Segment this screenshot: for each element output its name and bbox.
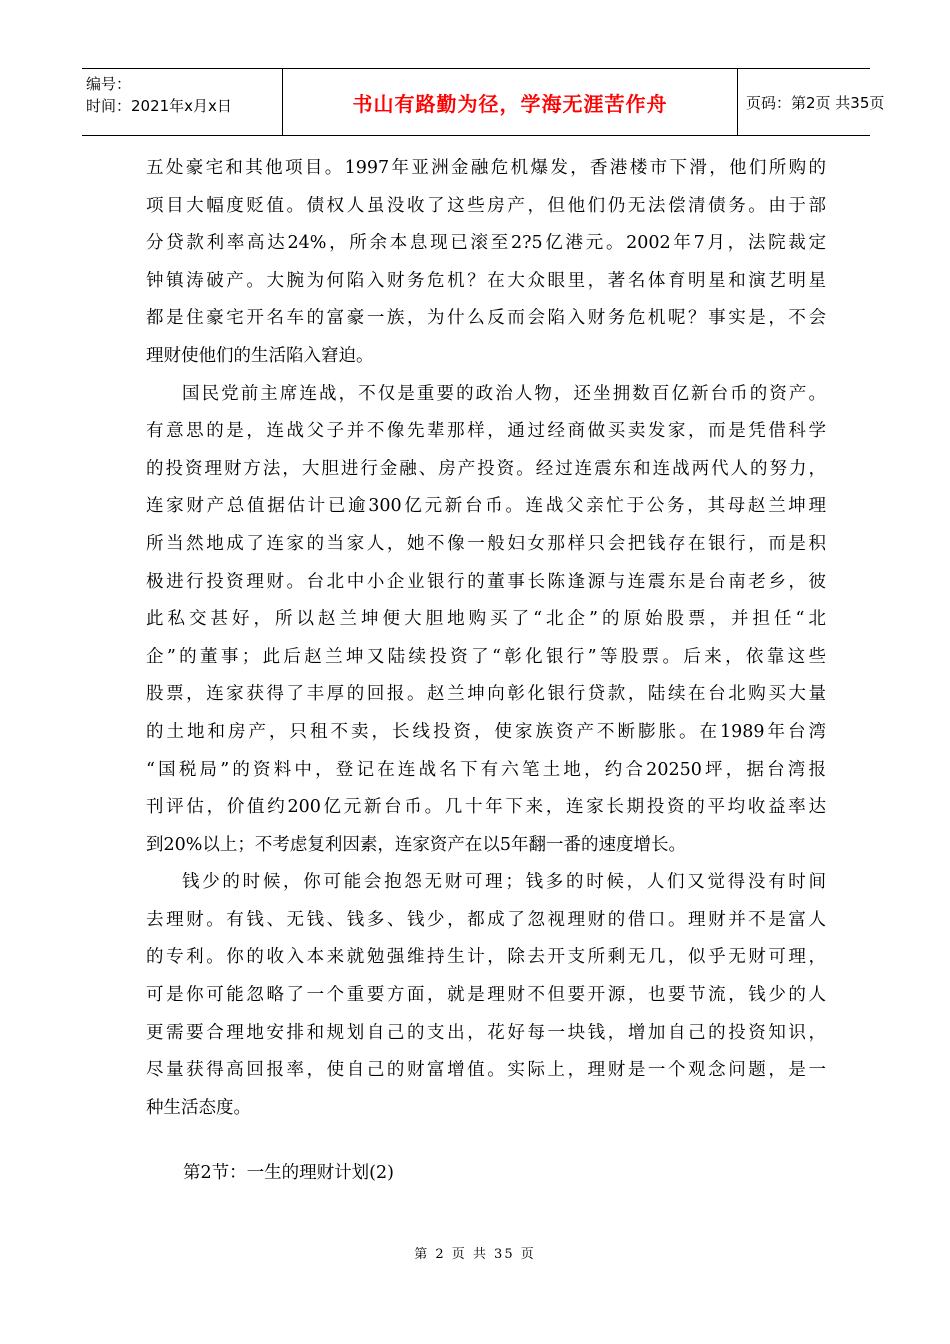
text-line: 种生活态度。 — [146, 1097, 251, 1118]
text-line: 此私交甚好，所以赵兰坤便大胆地购买了“北企”的原始股票，并担任“北 — [146, 609, 826, 630]
text-line: 都是住豪宅开名车的富豪一族，为什么反而会陷入财务危机呢？事实是，不会 — [146, 308, 826, 329]
text-line: 企”的董事；此后赵兰坤又陆续投资了“彰化银行”等股票。后来，依靠这些 — [146, 646, 826, 667]
header-motto-cell — [282, 69, 738, 135]
text-line: 所当然地成了连家的当家人，她不像一般妇女那样只会把钱存在银行，而是积 — [146, 533, 826, 554]
text-line: 钟镇涛破产。大腕为何陷入财务危机？在大众眼里，著名体育明星和演艺明星 — [146, 270, 826, 291]
text-line: 去理财。有钱、无钱、钱多、钱少，都成了忽视理财的借口。理财并不是富人 — [146, 909, 826, 930]
text-line: 分贷款利率高达24%，所余本息现已滚至2?5亿港元。2002年7月，法院裁定 — [146, 233, 826, 254]
text-line: 的投资理财方法，大胆进行金融、房产投资。经过连震东和连战两代人的努力， — [146, 458, 826, 479]
header-page-number: 页码：第2页 共35页 — [746, 93, 885, 112]
text-line: 更需要合理地安排和规划自己的支出，花好每一块钱，增加自己的投资知识， — [146, 1022, 826, 1043]
text-line: 国民党前主席连战，不仅是重要的政治人物，还坐拥数百亿新台币的资产。 — [182, 383, 826, 404]
text-line: 有意思的是，连战父子并不像先辈那样，通过经商做买卖发家，而是凭借科学 — [146, 421, 826, 442]
header-motto: 书山有路勤为径，学海无涯苦作舟 — [352, 91, 668, 116]
text-line: 五处豪宅和其他项目。1997年亚洲金融危机爆发，香港楼市下滑，他们所购的 — [146, 158, 826, 178]
text-line: 钱少的时候，你可能会抱怨无财可理；钱多的时候，人们又觉得没有时间 — [182, 872, 826, 893]
page-footer: 第 2 页 共 35 页 — [414, 1247, 536, 1262]
header-page-cell — [738, 69, 885, 135]
document-date: 时间：2021年x月x日 — [86, 97, 232, 115]
document-number: 编号： — [86, 75, 132, 93]
text-line: 的土地和房产，只租不卖，长线投资，使家族资产不断膨胀。在1989年台湾 — [146, 721, 826, 742]
text-line: 理财使他们的生活陷入窘迫。 — [146, 345, 374, 366]
text-line: 刊评估，价值约200亿元新台币。几十年下来，连家长期投资的平均收益率达 — [146, 797, 826, 818]
header-meta — [82, 69, 282, 135]
text-line: “国税局”的资料中，登记在连战名下有六笔土地，约合20250坪，据台湾报 — [146, 759, 826, 780]
text-line: 股票，连家获得了丰厚的回报。赵兰坤向彰化银行贷款，陆续在台北购买大量 — [146, 684, 826, 705]
text-line: 尽量获得高回报率，使自己的财富增值。实际上，理财是一个观念问题，是一 — [146, 1060, 826, 1081]
section-title: 第2节：一生的理财计划(2) — [183, 1163, 394, 1183]
text-line: 的专利。你的收入本来就勉强维持生计，除去开支所剩无几，似乎无财可理， — [146, 947, 826, 968]
text-line: 极进行投资理财。台北中小企业银行的董事长陈逢源与连震东是台南老乡，彼 — [146, 571, 826, 592]
document-body — [146, 150, 826, 1127]
text-line: 到20%以上；不考虑复利因素，连家资产在以5年翻一番的速度增长。 — [146, 834, 687, 855]
text-line: 可是你可能忽略了一个重要方面，就是理财不但要开源，也要节流，钱少的人 — [146, 985, 826, 1006]
text-line: 项目大幅度贬值。债权人虽没收了这些房产，但他们仍无法偿清债务。由于部 — [146, 195, 826, 216]
text-line: 连家财产总值据估计已逾300亿元新台币。连战父亲忙于公务，其母赵兰坤理 — [146, 496, 826, 517]
page-header — [82, 68, 885, 136]
